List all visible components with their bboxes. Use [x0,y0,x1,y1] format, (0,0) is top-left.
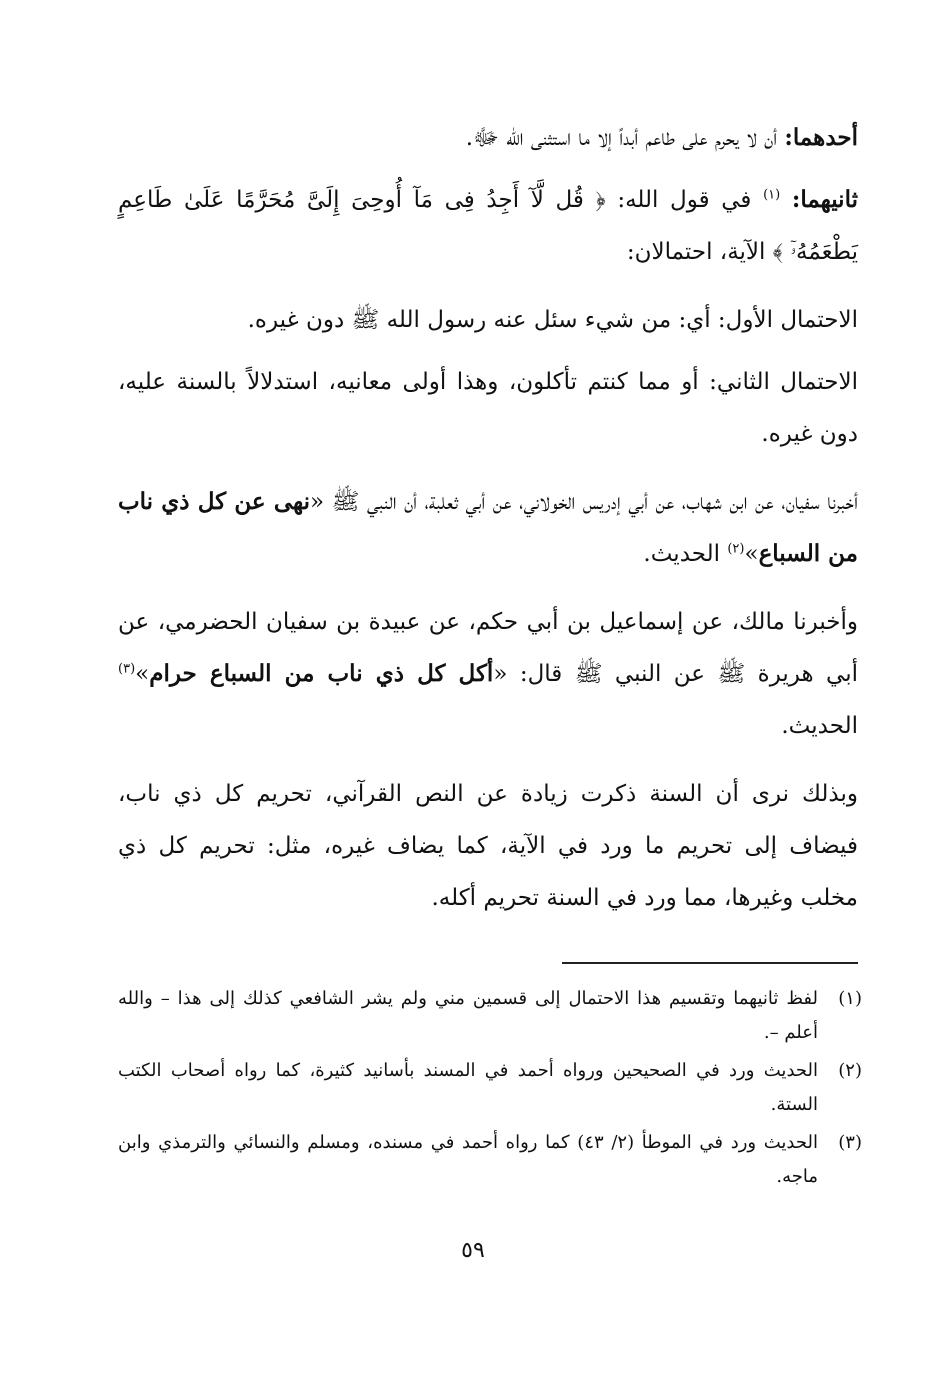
paragraph-text: أخبرنا سفيان، عن ابن شهاب، عن أبي إدريس الخولاني، عن أبي ثعلبة، أن النبي ﷺ « [310,489,858,515]
footnote-marker: (٢) [727,541,745,557]
footnote-text: الحديث ورد في الصحيحين ورواه أحمد في المسند بأسانيد كثيرة، كما رواه أصحاب الكتب الستة. [118,1060,818,1115]
footnote-number: (٣) [838,1132,862,1153]
footnote-number: (١) [838,988,862,1009]
paragraph-text: وأخبرنا مالك، عن إسماعيل بن أبي حكم، عن عبيدة بن سفيان الحضرمي، عن أبي هريرة ﷺ عن النبي ﷺ قال: « [118,609,858,687]
paragraph-text: وبذلك نرى أن السنة ذكرت زيادة عن النص القرآني، تحريم كل ذي ناب، فيضاف إلى تحريم ما ورد في الآية، كما يضاف غيره، مثل: تحريم كل ذي مخلب وغيرها، مما ورد في السنة تحريم أكله. [118,781,858,911]
footnote-number: (٢) [838,1060,862,1081]
hadith-quote: نهى عن كل ذي ناب من السباع [118,488,858,567]
paragraph-second-meaning [118,174,858,278]
footnote-text: لفظ ثانيهما وتقسيم هذا الاحتمال إلى قسمين مني ولم يشر الشافعي كذلك إلى هذا – والله أعلم –. [118,988,818,1043]
paragraph-text: الاحتمال الثاني: أو مما كنتم تأكلون، وهذا أولى معانيه، استدلالاً بالسنة عليه، دون غيره. [118,369,858,447]
paragraph-conclusion [118,768,858,924]
paragraph-hadith-malik [118,596,858,752]
paragraph-text: في قول الله: ﴿ قُل لَّآ أَجِدُ فِى مَآ أُوحِىَ إِلَىَّ مُحَرَّمًا عَلَىٰ طَاعِمٍ يَطْعَمُهُۥٓ ﴾ الآية، احتمالان: [118,187,858,265]
footnote-2 [118,1054,862,1122]
footnotes [118,982,862,1198]
paragraph-tail: الحديث. [781,713,858,739]
footnote-divider [562,962,858,964]
paragraph-lead: أحدهما: [784,124,858,151]
paragraph-text: أن لا يحرم على طاعم أبداً إلا ما استثنى الله ﷻ. [465,125,785,151]
footnote-marker: (١) [763,187,781,203]
paragraph-hadith-sufyan [118,476,858,580]
paragraph-text: الاحتمال الأول: أي: من شيء سئل عنه رسول الله ﷺ دون غيره. [247,307,858,333]
footnote-text: الحديث ورد في الموطأ (٢/ ٤٣) كما رواه أحمد في مسنده، ومسلم والنسائي والترمذي وابن ماجه. [118,1132,818,1187]
main-text [118,112,858,934]
hadith-quote: أكل كل ذي ناب من السباع حرام [149,660,494,687]
footnote-3 [118,1126,862,1194]
paragraph-second-possibility [118,356,858,460]
paragraph-lead: ثانيهما: [791,186,858,213]
paragraph-first-meaning [118,112,858,164]
paragraph-tail: الحديث. [643,541,728,567]
quote-close: » [744,541,759,567]
footnote-marker: (٣) [118,661,136,677]
page-number: ٥٩ [461,1238,485,1263]
footnote-1 [118,982,862,1050]
quote-close: » [135,661,150,687]
paragraph-first-possibility [118,294,858,346]
